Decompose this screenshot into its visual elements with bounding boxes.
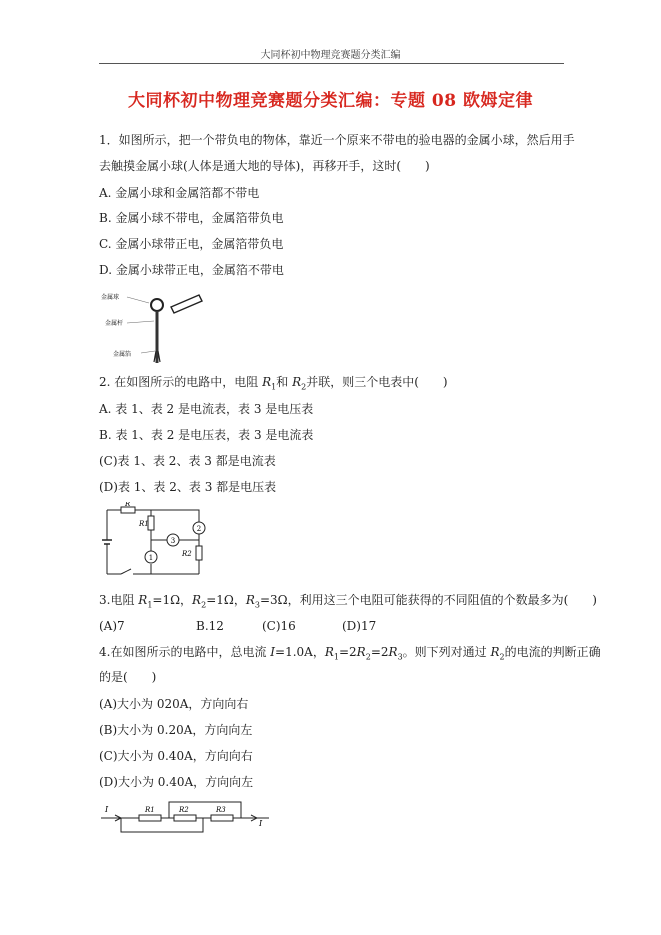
label-meter-3: 3 [170, 537, 176, 545]
q4-option-d: (D)大小为 0.40A，方向向左 [99, 775, 254, 789]
q3-v3: =3Ω，利用这三个电阻可能获得的不同阻值的个数最多为( ) [259, 593, 597, 607]
label-metal-foil: 金属箔 [113, 351, 132, 358]
q4-stem-line2: 的是( ) [99, 670, 157, 684]
q4-eq1: =2 [338, 645, 357, 659]
label-i-left: I [105, 805, 109, 814]
q3-stem [99, 592, 597, 613]
q1-option-c: C. 金属小球带正电，金属箔带负电 [99, 237, 284, 251]
q1-line1: 1．如图所示，把一个带负电的物体，靠近一个原来不带电的验电器的金属小球，然后用手 [99, 133, 575, 147]
q4-i: I [270, 645, 276, 659]
q2-r1: R [262, 375, 272, 389]
q2-option-a: A. 表 1、表 2 是电流表，表 3 是电压表 [99, 402, 314, 416]
q3-r2: R [192, 593, 202, 607]
q4-option-a: (A)大小为 020A，方向向右 [99, 697, 249, 711]
header-rule [99, 63, 564, 64]
document-title: 大同杯初中物理竞赛题分类汇编：专题 08 欧姆定律 [128, 91, 533, 111]
q4-r3: R [388, 645, 398, 659]
label-i-right: I [259, 819, 263, 828]
q4-r2-sub: 2 [365, 652, 371, 662]
q2-r2: R [292, 375, 302, 389]
q4-i-val: =1.0A， [275, 645, 325, 659]
electroscope-figure [99, 285, 214, 363]
resistor-r1-shape [139, 815, 161, 821]
switch-shape [121, 569, 131, 574]
page-header: 大同杯初中物理竞赛题分类汇编 [260, 50, 401, 61]
label-metal-ball: 金属球 [101, 294, 120, 301]
q1-option-d: D. 金属小球带正电，金属箔不带电 [99, 263, 284, 277]
q4-p2: 。则下列对通过 [402, 645, 491, 659]
q1-option-a: A. 金属小球和金属箔都不带电 [99, 186, 260, 200]
label-r2: R2 [182, 550, 192, 558]
q4-eq2: =2 [370, 645, 389, 659]
q4-option-c: (C)大小为 0.40A，方向向右 [99, 749, 253, 763]
q4-r1-sub: 1 [333, 652, 339, 662]
q4-r2b: R [490, 645, 500, 659]
q4-option-b: (B)大小为 0.20A，方向向左 [99, 723, 253, 737]
q2-option-d: (D)表 1、表 2、表 3 都是电压表 [99, 480, 277, 494]
label-r: R [125, 502, 131, 508]
q3-option-c: (C)16 [262, 619, 296, 633]
q4-p3: 的电流的判断正确 [504, 645, 601, 659]
q3-r1: R [138, 593, 148, 607]
q2-text-b: 并联，则三个电表中( ) [306, 375, 448, 389]
resistor-r1-shape [148, 516, 154, 530]
q4-r2: R [356, 645, 366, 659]
q3-r2-sub: 2 [201, 600, 207, 610]
label-r3: R3 [216, 806, 226, 814]
q2-text-a: 2. 在如图所示的电路中，电阻 [99, 375, 263, 389]
q2-r2-sub: 2 [301, 382, 307, 392]
q3-option-a: (A)7 [99, 619, 125, 633]
label-meter-1: 1 [148, 554, 154, 562]
resistor-r2-shape [174, 815, 196, 821]
q1-option-b: B. 金属小球不带电，金属箔带负电 [99, 211, 284, 225]
q4-r1: R [324, 645, 334, 659]
q4-stem-line1 [99, 644, 601, 665]
metal-rod-shape [156, 311, 159, 363]
resistor-r3-shape [211, 815, 233, 821]
metal-ball-shape [151, 299, 163, 311]
q3-r3-sub: 3 [254, 600, 260, 610]
q3-prefix: 3.电阻 [99, 593, 139, 607]
circuit-figure-q4 [99, 796, 289, 838]
q2-option-b: B. 表 1、表 2 是电压表，表 3 是电流表 [99, 428, 314, 442]
q1-line2: 去触摸金属小球(人体是通大地的导体)，再移开手，这时( ) [99, 159, 430, 173]
resistor-r2-shape [196, 546, 202, 560]
label-r1: R1 [139, 520, 149, 528]
q3-v2: =1Ω， [206, 593, 246, 607]
q4-r2b-sub: 2 [499, 652, 505, 662]
q3-option-b: B.12 [196, 619, 224, 633]
q3-v1: =1Ω， [152, 593, 193, 607]
q2-and: 和 [276, 375, 293, 389]
label-r1: R1 [145, 806, 155, 814]
q3-r3: R [245, 593, 255, 607]
q3-r1-sub: 1 [147, 600, 153, 610]
q2-stem [99, 374, 448, 395]
q3-option-d: (D)17 [342, 619, 377, 633]
q2-r1-sub: 1 [271, 382, 277, 392]
label-metal-rod: 金属杆 [105, 320, 124, 327]
circuit-figure-q2 [99, 502, 214, 580]
q2-option-c: (C)表 1、表 2、表 3 都是电流表 [99, 454, 276, 468]
label-r2: R2 [179, 806, 189, 814]
label-meter-2: 2 [196, 525, 202, 533]
charged-rod-shape [171, 295, 202, 313]
q4-p1: 4.在如图所示的电路中，总电流 [99, 645, 271, 659]
q4-r3-sub: 3 [397, 652, 403, 662]
